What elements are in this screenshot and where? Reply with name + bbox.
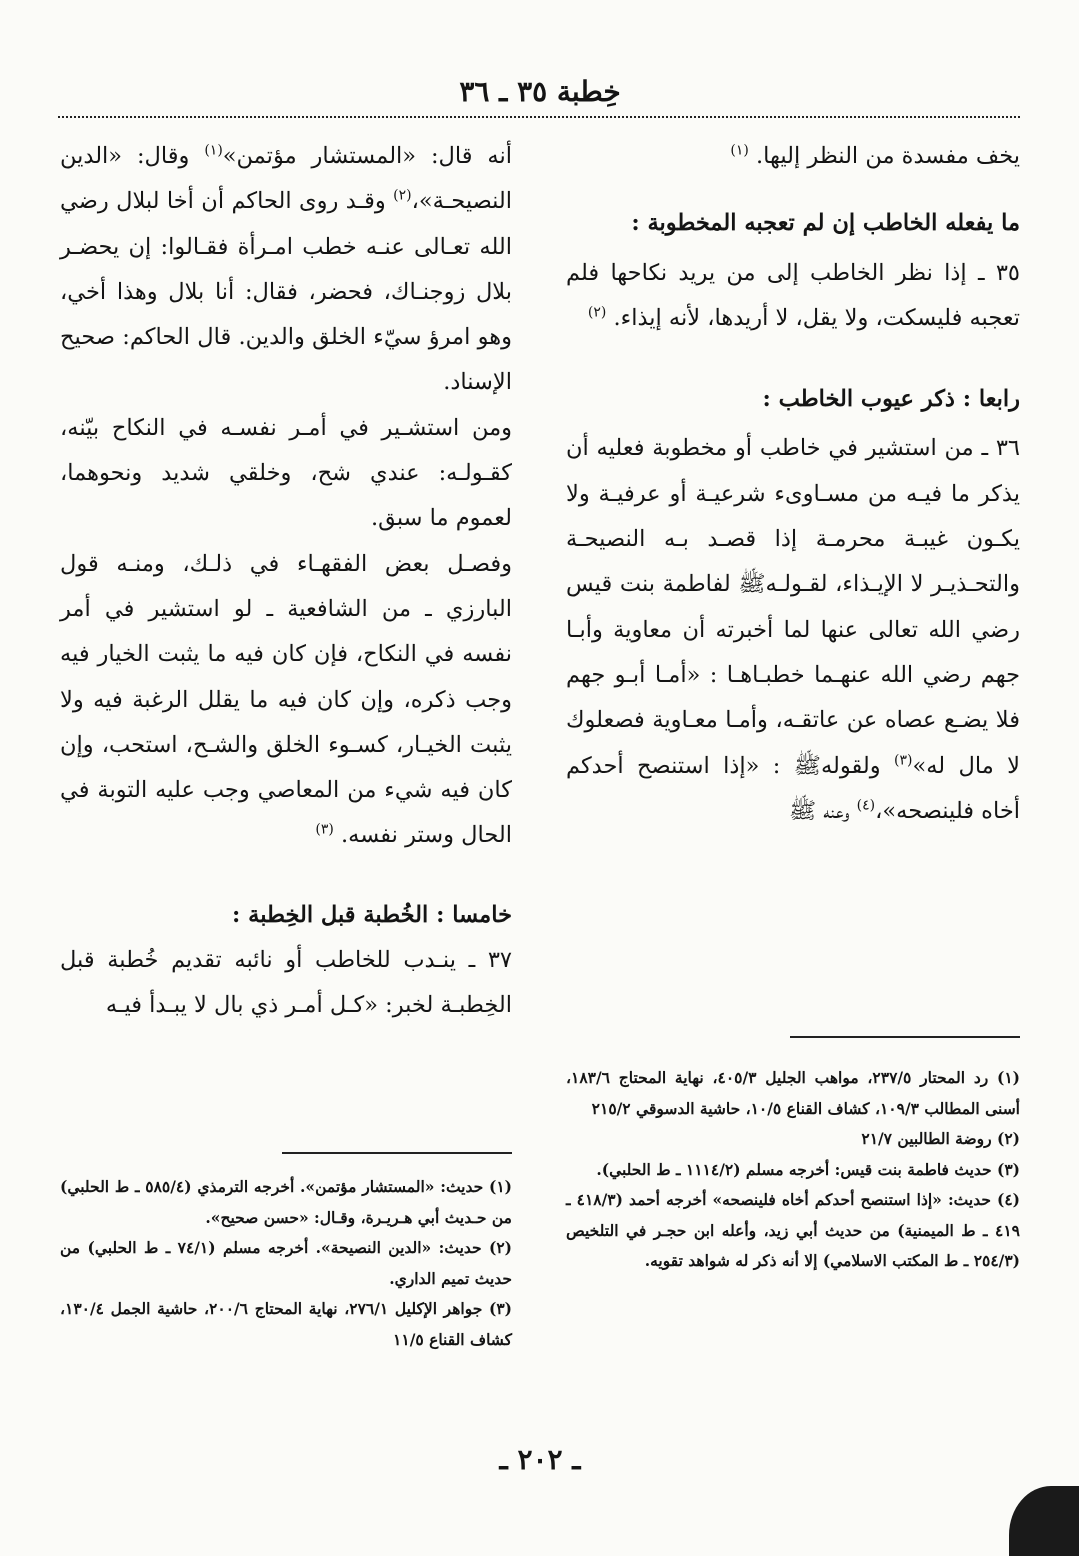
footnote-rule-right [790,1036,1020,1038]
footnote-ref: (٤) [856,797,876,814]
footnote: (١) رد المحتار ٢٣٧/٥، مواهب الجليل ٤٠٥/٣، نهاية المحتاج ١٨٣/٦، أسنى المطالب ١٠٩/٣، كشاف القناع ١٠/٥، حاشية الدسوقي ٢١٥/٢ [566,1068,1020,1118]
paragraph [60,542,512,859]
paragraph-text: وفصـل بعض الفقهـاء في ذلـك، ومنـه قول البارزي ـ من الشافعية ـ لو استشير في أمر نفسه في النكاح، فإن كان فيه ما يثبت الخيار فيه وجب ذكره، وإن كان فيه ما يقلل الرغبة فيه ولا يثبت الخيـار، كسـوء الخلق والشـح، استحب، وإن كان فيه شيء من المعاصي وجب عليه التوبة في الحال وستر نفسه. [60,550,512,849]
scan-ink-blot [1009,1486,1079,1556]
paragraph: ومن استشـير في أمـر نفسـه في النكاح بيّنه، كقـولـه: عندي شح، وخلقي شديد ونحوهما، لعموم ما سبق. [60,414,512,532]
footnote-rule-left [282,1152,512,1154]
paragraph-text: أنه قال: «المستشار مؤتمن» [222,143,512,169]
footnote: (٢) حديث: «الدين النصيحة». أخرجه مسلم (٧٤/١ ـ ط الحلبي) من حديث تميم الداري. [60,1238,512,1288]
footnote: (٤) حديث: «إذا استنصح أحدكم أخاه فلينصحه» أخرجه أحمد (٤١٨/٣ ـ ٤١٩ ـ ط الميمنية) من حديث أبي زيد، وأعله ابن حجـر في التلخيص (٢٥٤/٣ ـ ط المكتب الاسلامي) إلا أنه ذكر له شواهد تقويه. [566,1190,1020,1270]
paragraph-text: يخف مفسدة من النظر إليها. [755,143,1020,169]
section-heading: رابعا : ذكر عيوب الخاطب : [762,386,1020,413]
footnote-ref: (٣) [894,752,913,769]
footnote: (٣) جواهر الإكليل ٢٧٦/١، نهاية المحتاج ٢٠٠/٦، حاشية الجمل ١٣٠/٤، كشاف القناع ١١/٥ [60,1299,512,1349]
footnotes-right [566,1063,1020,1277]
paragraph-text: ولقولهﷺ : «إذا استنصح أحدكم أخاه فلينصحه»، [566,752,1020,824]
paragraph-text: ٣٦ ـ من استشير في خاطب أو مخطوبة فعليه أن يذكر ما فيـه من مسـاوىء شرعيـة أو عرفيـة ولا يكـون غيبـة محرمـة إذا قصـد بـه النصيحـة والتحـذيـر لا الإيـذاء، لقـولـهﷺ لفاطمة بنت قيس رضي الله تعالى عنها لما أخبرته أن معاوية وأبـا جهم رضي الله عنهـما خطبـاهـا : «أمـا أبـو جهم فلا يضـع عصاه عن عاتقـه، وأمـا معـاوية فصعلوك لا مال له» [566,435,1021,779]
spacer [566,179,1020,201]
paragraph-text: وقـد روى الحاكم أن أخا لبلال رضي الله تعـالى عنـه خطب امـرأة فقـالوا: إن يحضـر بلال زوجنـاك، فحضر، فقال: أنا بلال وهذا أخي، وهو امرؤ سيّء الخلق والدين. قال الحاكم: صحيح الإسناد. [60,188,512,396]
paragraph [60,134,512,406]
footnotes-left [60,1172,512,1355]
page-number: ـ ٢٠٢ ـ [499,1443,581,1476]
paragraph [566,426,1020,834]
footnote: (٣) حديث فاطمة بنت قيس: أخرجه مسلم (١١١٤/٢ ـ ط الحلبي). [596,1159,1020,1179]
footnote-ref: (١) [204,142,223,159]
spacer [566,341,1020,377]
paragraph: ٣٧ ـ ينـدب للخاطب أو نائبه تقديم خُطبة قبل الخِطبـة لخبر: «كـل أمـر ذي بال لا يبـدأ فيـه [60,947,512,1019]
section-heading: خامسا : الخُطبة قبل الخِطبة : [232,901,512,928]
paragraph [566,251,1020,342]
header-dotted-rule [58,116,1020,118]
paragraph [566,134,1020,179]
right-column [566,134,1020,834]
footnote: (٢) روضة الطالبين ٢١/٧ [861,1129,1020,1148]
footnote-ref: (٣) [315,821,334,838]
paragraph-text: ٣٥ ـ إذا نظر الخاطب إلى من يريد نكاحها فلم تعجبه فليسكت، ولا يقل، لا أريدها، لأنه إيذاء. [566,259,1020,331]
footnote: (١) حديث: «المستشار مؤتمن». أخرجه الترمذي (٥٨٥/٤ ـ ط الحلبي) من حـديث أبي هـريـرة، وقـال: «حسن صحيح». [60,1177,512,1227]
footnote-ref: (٢) [587,304,607,321]
spacer [60,859,512,893]
running-header: خِطبة ٣٥ ـ ٣٦ [459,75,621,108]
paragraph-text: وقال: «الدين النصيحـة»، [60,143,513,215]
paragraph-text: وعنه ﷺ [789,797,850,824]
left-column [60,134,512,1029]
footnote-ref: (٢) [393,187,412,204]
footnote-ref: (١) [730,142,749,159]
section-heading: ما يفعله الخاطب إن لم تعجبه المخطوبة : [631,210,1020,237]
